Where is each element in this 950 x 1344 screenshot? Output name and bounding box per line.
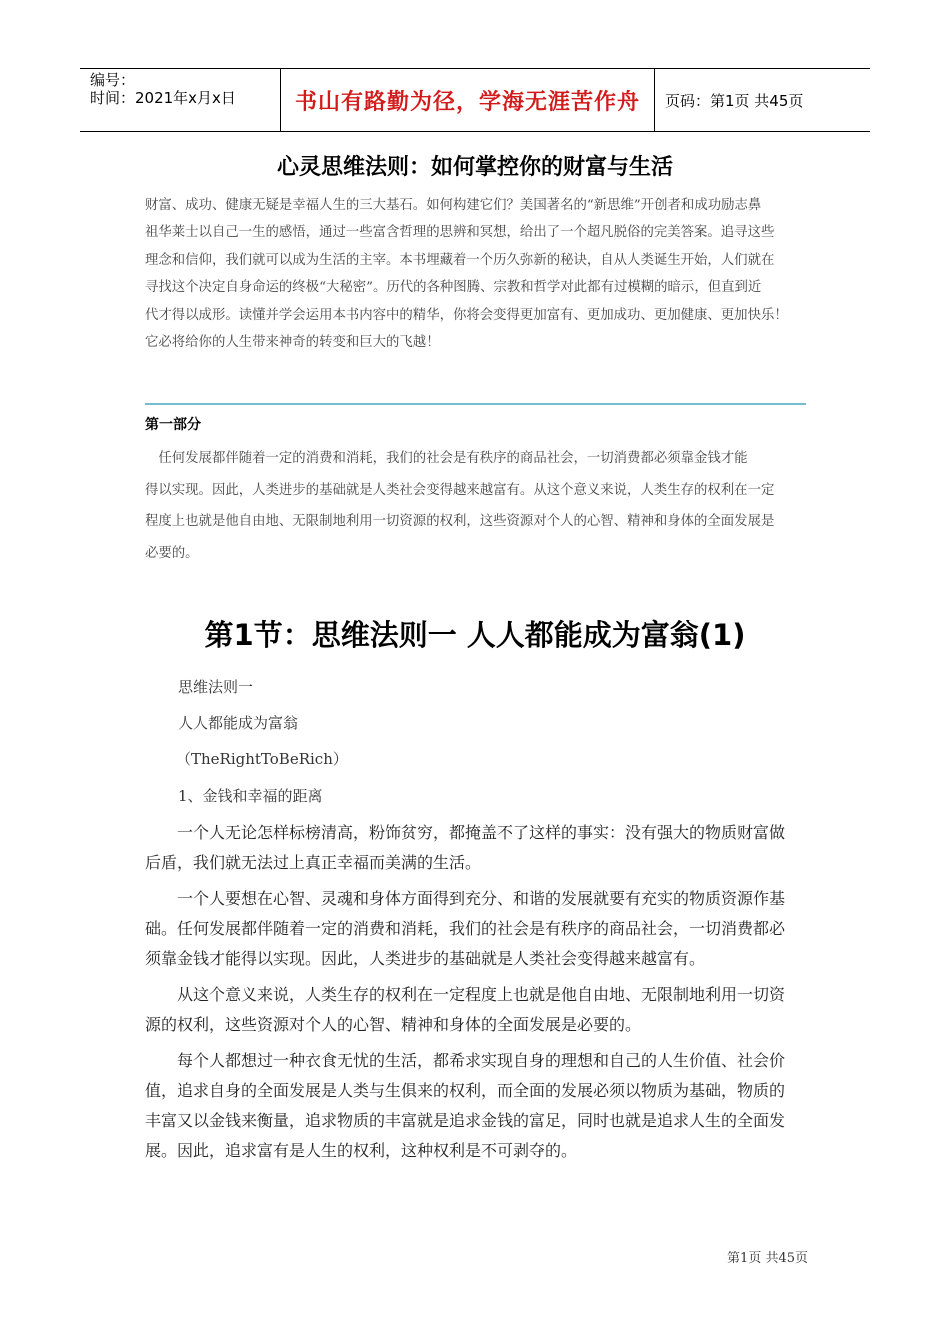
intro-line: 寻找这个决定自身命运的终极“大秘密”。历代的各种图腾、宗教和哲学对此都有过模糊的暗示，但直到近 <box>145 280 762 296</box>
header-motto: 书山有路勤为径，学海无涯苦作舟 <box>281 69 655 131</box>
part-line: 程度上也就是他自由地、无限制地利用一切资源的权利，这些资源对个人的心智、精神和身体的全面发展是 <box>145 514 775 529</box>
paragraph-line: 从这个意义来说，人类生存的权利在一定程度上也就是他自由地、无限制地利用一切资 <box>145 985 786 1004</box>
document-title: 心灵思维法则：如何掌控你的财富与生活 <box>276 155 673 180</box>
paragraph <box>145 980 810 1040</box>
header-meta <box>80 69 281 131</box>
part-heading: 第一部分 <box>145 417 201 433</box>
intro-line: 它必将给你的人生带来神奇的转变和巨大的飞越！ <box>145 335 440 351</box>
paragraph-line: 每个人都想过一种衣食无忧的生活，都希求实现自身的理想和自己的人生价值、社会价 <box>145 1051 786 1070</box>
part-paragraph <box>145 443 810 569</box>
law-english-title: （TheRightToBeRich） <box>176 750 348 768</box>
time-label: 时间：2021年x月x日 <box>90 89 236 107</box>
law-label: 思维法则一 <box>178 678 254 696</box>
paragraph-line: 值，追求自身的全面发展是人类与生俱来的权利，而全面的发展必须以物质为基础，物质的 <box>145 1081 786 1100</box>
paragraph-line: 展。因此，追求富有是人生的权利，这种权利是不可剥夺的。 <box>145 1141 578 1160</box>
part-line: 任何发展都伴随着一定的消费和消耗，我们的社会是有秩序的商品社会，一切消费都必须靠金钱才能 <box>145 451 748 466</box>
intro-line: 财富、成功、健康无疑是幸福人生的三大基石。如何构建它们？美国著名的“新思维”开创者和成功励志鼻 <box>145 198 762 213</box>
serial-label: 编号： <box>90 71 136 89</box>
page-header <box>80 68 870 132</box>
intro-line: 理念和信仰，我们就可以成为生活的主宰。本书埋藏着一个历久弥新的秘诀，自从人类诞生开始，人们就在 <box>145 252 775 268</box>
section-title: 第1节：思维法则一 人人都能成为富翁(1) <box>204 618 746 652</box>
paragraph-line: 一个人要想在心智、灵魂和身体方面得到充分、和谐的发展就要有充实的物质资源作基 <box>145 889 786 908</box>
body-text <box>145 818 810 1172</box>
paragraph-line: 源的权利，这些资源对个人的心智、精神和身体的全面发展是必要的。 <box>145 1015 642 1034</box>
paragraph-line: 丰富又以金钱来衡量，追求物质的丰富就是追求金钱的富足，同时也就是追求人生的全面发 <box>145 1111 786 1130</box>
law-title: 人人都能成为富翁 <box>178 714 299 732</box>
header-page-info: 页码：第1页 共45页 <box>665 91 804 110</box>
intro-paragraph <box>145 192 810 356</box>
paragraph-line: 后盾，我们就无法过上真正幸福而美满的生活。 <box>145 853 482 872</box>
divider-line <box>145 403 806 405</box>
paragraph-line: 一个人无论怎样标榜清高，粉饰贫穷，都掩盖不了这样的事实：没有强大的物质财富做 <box>145 823 786 842</box>
intro-line: 祖华莱士以自己一生的感悟，通过一些富含哲理的思辨和冥想，给出了一个超凡脱俗的完美答案。追寻这些 <box>145 225 775 241</box>
paragraph <box>145 1046 810 1166</box>
paragraph-line: 须靠金钱才能得以实现。因此，人类进步的基础就是人类社会变得越来越富有。 <box>145 949 706 968</box>
page-footer: 第1页 共45页 <box>727 1251 808 1266</box>
point-heading: 1、金钱和幸福的距离 <box>178 787 323 805</box>
part-line: 得以实现。因此，人类进步的基础就是人类社会变得越来越富有。从这个意义来说，人类生存的权利在一定 <box>145 482 775 498</box>
part-line: 必要的。 <box>145 545 199 561</box>
paragraph <box>145 818 810 878</box>
paragraph <box>145 884 810 974</box>
paragraph-line: 础。任何发展都伴随着一定的消费和消耗，我们的社会是有秩序的商品社会，一切消费都必 <box>145 919 786 938</box>
intro-line: 代才得以成形。读懂并学会运用本书内容中的精华，你将会变得更加富有、更加成功、更加健康、更加快乐！ <box>145 307 788 323</box>
